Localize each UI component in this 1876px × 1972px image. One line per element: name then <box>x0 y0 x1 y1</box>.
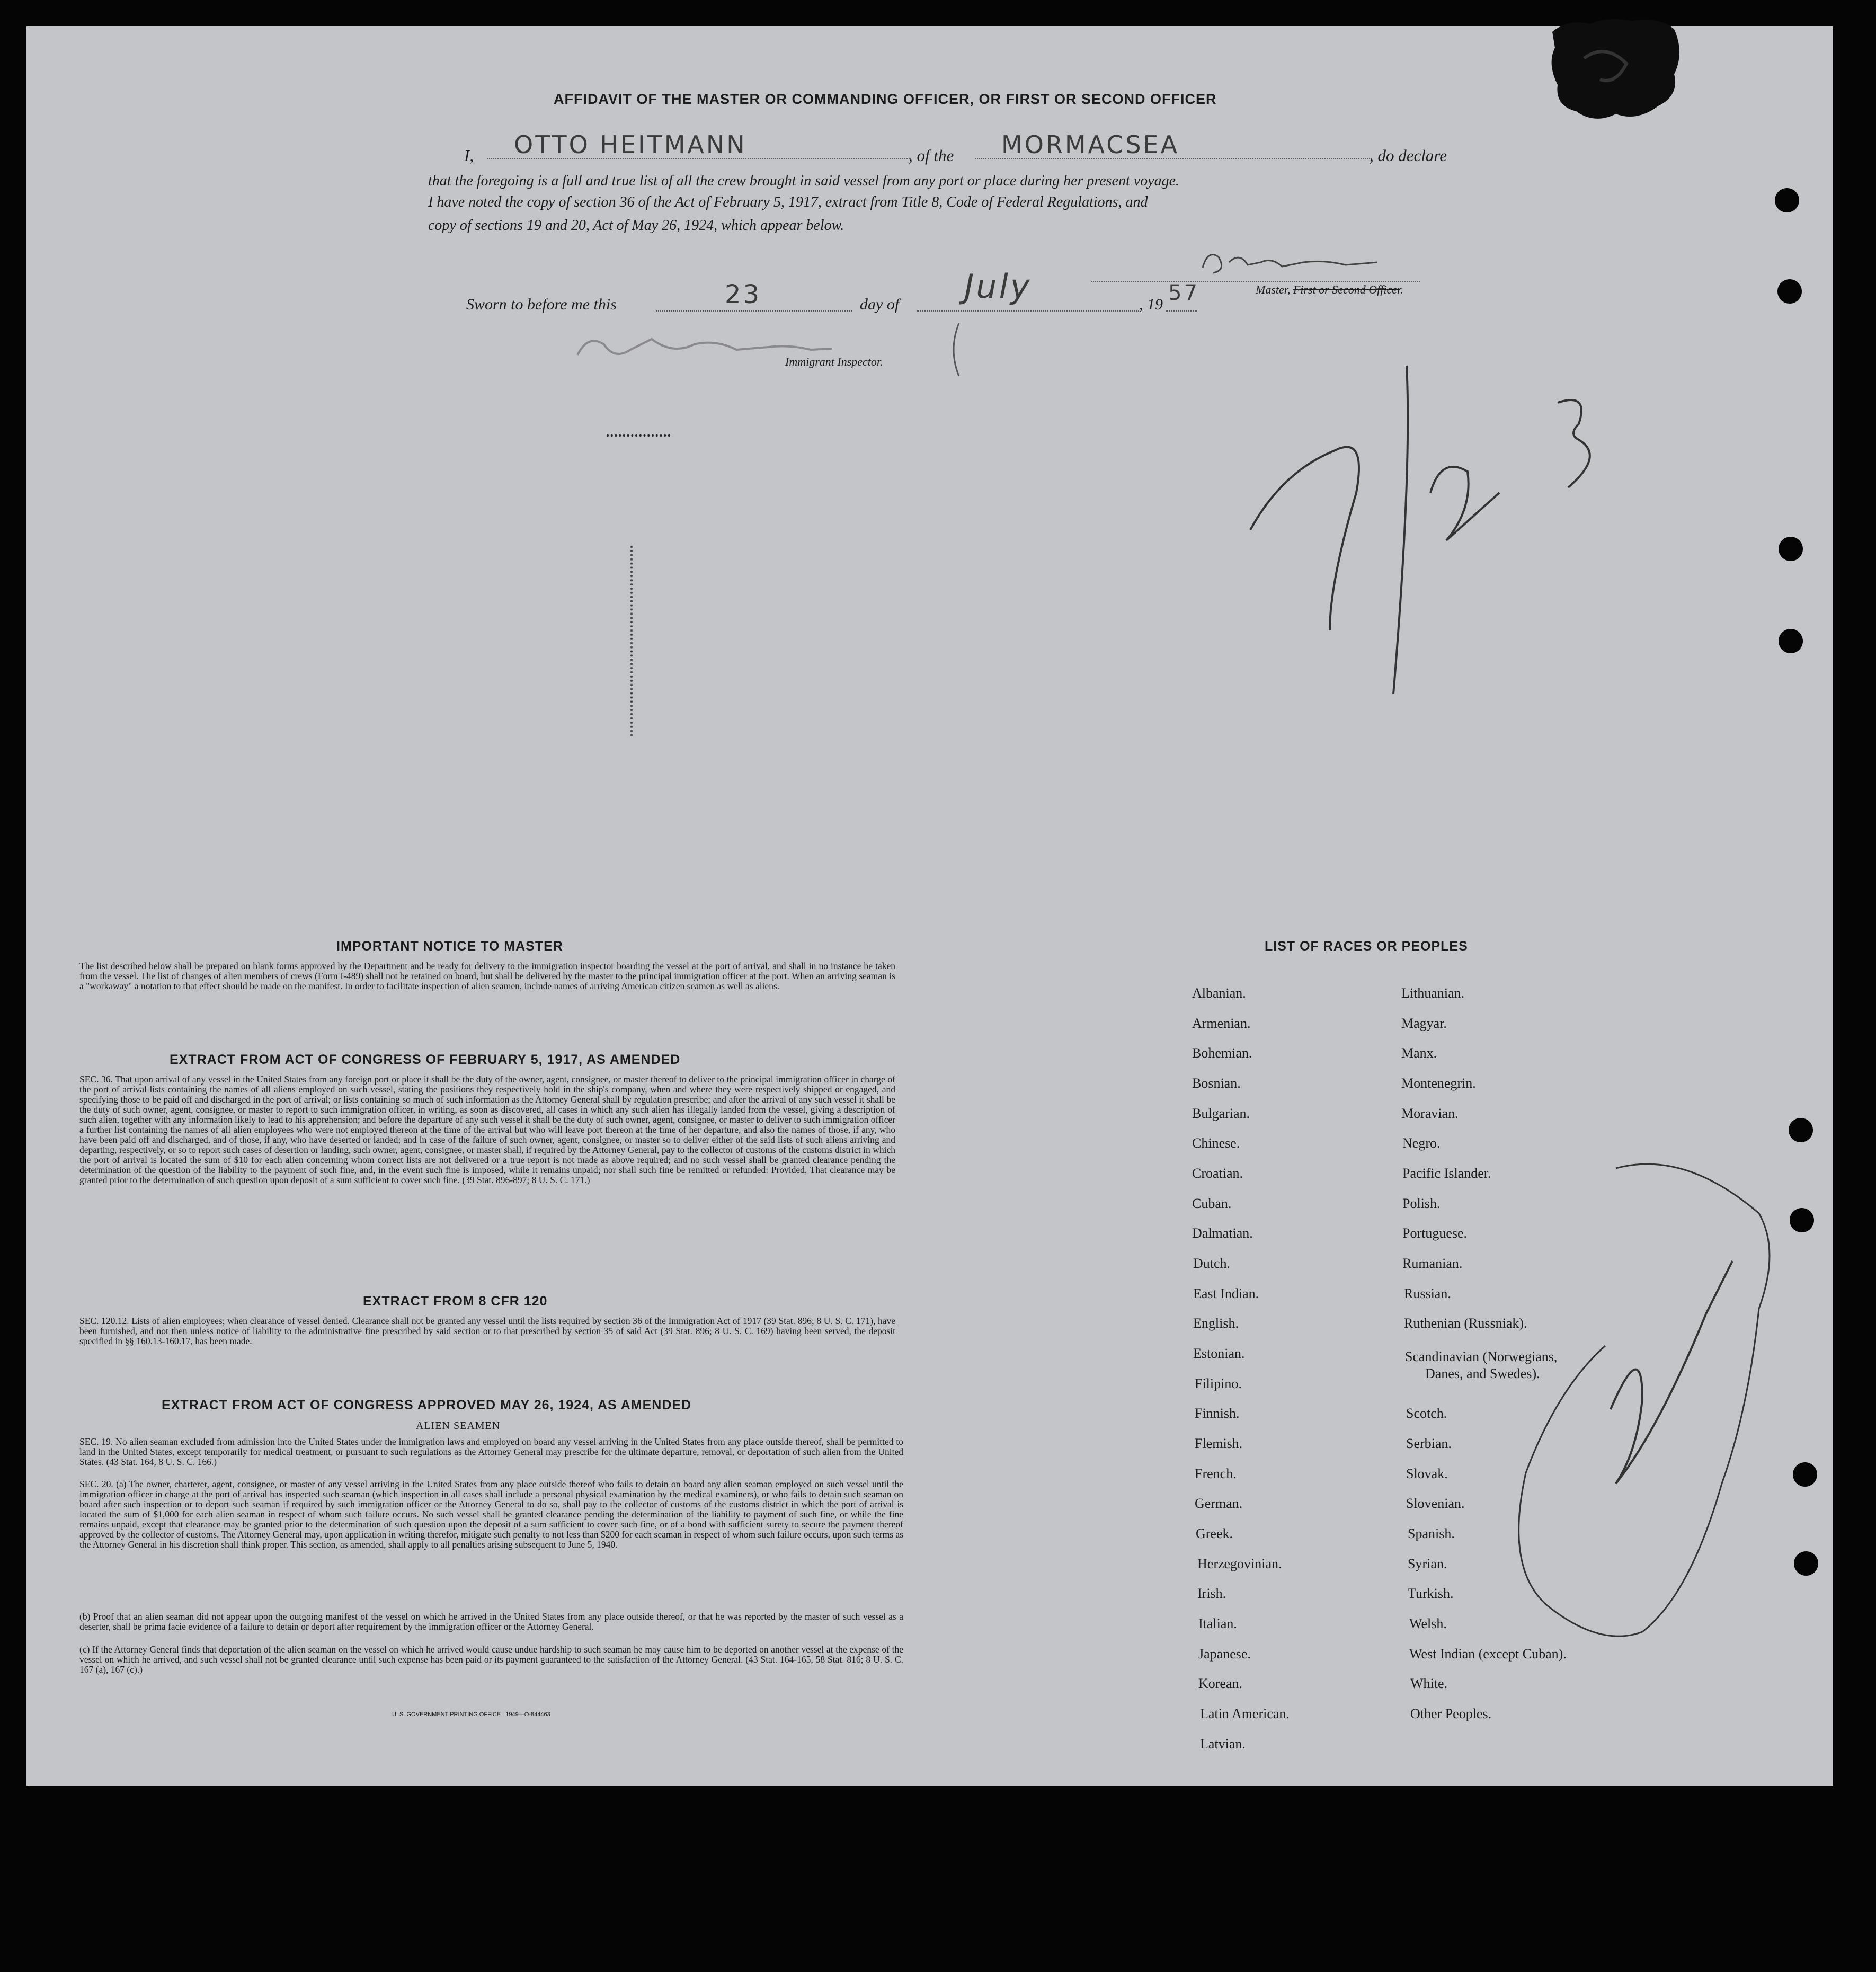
race-item: Syrian. <box>1408 1556 1447 1571</box>
affidavit-intro: I, <box>464 146 474 165</box>
binder-hole <box>1793 1462 1817 1487</box>
race-item: Armenian. <box>1192 1016 1251 1031</box>
race-item: West Indian (except Cuban). <box>1409 1646 1567 1662</box>
race-item: Finnish. <box>1195 1406 1240 1421</box>
race-item: Estonian. <box>1193 1346 1245 1361</box>
race-item: Scandinavian (Norwegians, <box>1405 1349 1558 1364</box>
form-page <box>26 26 1833 1786</box>
day-of-label: day of <box>860 296 900 313</box>
alien-seamen-subtitle: ALIEN SEAMEN <box>416 1420 501 1432</box>
race-item: Negro. <box>1402 1135 1441 1151</box>
race-item: Slovak. <box>1406 1466 1448 1481</box>
race-item: Bohemian. <box>1192 1045 1252 1061</box>
race-item: Bosnian. <box>1192 1076 1241 1091</box>
dot-leader <box>630 546 637 736</box>
sworn-year-field[interactable] <box>1166 281 1199 312</box>
race-item: Manx. <box>1401 1045 1437 1061</box>
master-label: Master, First or Second Officer. <box>1256 283 1403 296</box>
extract-1924-sec19: SEC. 19. No alien seaman excluded from admission into the United States under the immigration laws and employed on board any vessel arriving in the United States from any place outside thereof, shall be permitted to land in the United States, except temporarily for medical treatment, or pursuant to such regulations as the Attorney General may prescribe for the ultimate departure, removal, or deportation of such alien from the United States. (43 Stat. 164, 8 U. S. C. 166.) <box>79 1436 903 1467</box>
officer-strikethrough: First or Second Officer <box>1293 283 1401 296</box>
race-item: Portuguese. <box>1402 1225 1468 1241</box>
race-item: Irish. <box>1197 1586 1226 1601</box>
race-item: Other Peoples. <box>1410 1706 1492 1721</box>
race-item: Italian. <box>1198 1616 1237 1631</box>
inspector-signature <box>556 318 991 381</box>
race-item: English. <box>1193 1316 1239 1331</box>
race-item: Latin American. <box>1200 1706 1290 1721</box>
date-scrawl-text <box>1351 397 1352 398</box>
sworn-label: Sworn to before me this <box>466 296 617 313</box>
race-item: White. <box>1410 1676 1448 1691</box>
extract-1917-title: EXTRACT FROM ACT OF CONGRESS OF FEBRUARY 5, 1917, AS AMENDED <box>170 1052 681 1067</box>
race-item: Rumanian. <box>1402 1256 1463 1271</box>
binder-hole <box>1790 1208 1814 1232</box>
race-item: Moravian. <box>1401 1106 1459 1121</box>
of-the-label: , of the <box>909 146 954 165</box>
binder-hole <box>1779 537 1803 561</box>
affidavit-line-2: that the foregoing is a full and true list of all the crew brought in said vessel from any port or place during her present voyage. <box>428 173 1180 189</box>
race-item: Welsh. <box>1409 1616 1447 1631</box>
vessel-field[interactable] <box>975 130 1372 159</box>
notice-title: IMPORTANT NOTICE TO MASTER <box>336 939 563 954</box>
race-item: Bulgarian. <box>1192 1106 1250 1121</box>
binder-hole <box>1775 188 1799 212</box>
binder-hole <box>1794 1551 1818 1576</box>
do-declare-label: , do declare <box>1370 146 1447 165</box>
sworn-year-handwritten: 57 <box>1168 281 1199 305</box>
inspector-label: Immigrant Inspector. <box>785 355 883 368</box>
extract-cfr-body: SEC. 120.12. Lists of alien employees; when clearance of vessel denied. Clearance shall not be granted any vessel until the lists required by section 36 of the Immigration Act of 1917 (39 Stat. 896; 8 U. S. C. 171), have been furnished, and not then unless notice of liability to the administrative fine prescribed by said section or to that prescribed by section 35 of said Act (39 Stat. 896; 8 U. S. C. 169) having been served, the deposit specified in §§ 160.13-160.17, has been made. <box>79 1316 895 1346</box>
race-item: French. <box>1195 1466 1237 1481</box>
race-item: Chinese. <box>1192 1135 1240 1151</box>
master-label-text: Master, <box>1256 283 1291 296</box>
extract-1924-title: EXTRACT FROM ACT OF CONGRESS APPROVED MAY 26, 1924, AS AMENDED <box>162 1398 692 1413</box>
race-item: Korean. <box>1198 1676 1243 1691</box>
race-item: Ruthenian (Russniak). <box>1404 1316 1527 1331</box>
extract-1917-body: SEC. 36. That upon arrival of any vessel in the United States from any foreign port or place it shall be the duty of the owner, agent, consignee, or master thereof to deliver to the principal immigration officer in charge of the port of arrival lists containing the names of all aliens employed on such vessel, stating the positions they respectively hold in the ship's company, when and where they were respectively shipped or engaged, and specifying those to be paid off and discharged in the port of arrival; or lists containing so much of such information as the Attorney General shall by regulation prescribe; and after the arrival of any such vessel it shall be the duty of such owner, agent, consignee, or master to report to such immigration officer, in writing, as soon as discovered, all cases in which any such alien has illegally landed from the vessel, giving a description of such alien, together with any information likely to lead to his apprehension; and before the departure of any such vessel it shall be the duty of such owner, agent, consignee, or master to deliver to such immigration officer a further list containing the names of all alien employees who were not employed thereon at the time of the arrival but who will leave port thereon at the time of her departure, and also the names of those, if any, who have been paid off and discharged, and of those, if any, who have deserted or landed; and in case of the failure of such owner, agent, consignee, or master so to deliver either of the said lists of such aliens arriving and departing, respectively, or so to report such cases of desertion or landing, such owner, agent, consignee, or master shall, if required by the Attorney General, pay to the collector of customs of the customs district in which the port of arrival is located the sum of $10 for each alien concerning whom correct lists are not delivered or a true report is not made as above required; and no such vessel shall be granted clearance pending the determination of the question of the liability to the payment of such fine, and, in the event such fine is imposed, while it remains unpaid; nor shall such fine be remitted or refunded: Provided, That clearance may be granted prior to the determination of such question upon deposit of a sum sufficient to cover such fine. (39 Stat. 896-897; 8 U. S. C. 171.) <box>79 1074 895 1185</box>
races-title: LIST OF RACES OR PEOPLES <box>1265 939 1468 954</box>
race-item: Turkish. <box>1408 1586 1454 1601</box>
race-item: Slovenian. <box>1406 1496 1465 1511</box>
race-item: Flemish. <box>1195 1436 1243 1451</box>
race-item: Cuban. <box>1192 1196 1232 1211</box>
race-item: Japanese. <box>1198 1646 1251 1662</box>
race-item: Pacific Islander. <box>1402 1166 1491 1181</box>
race-item: Scotch. <box>1406 1406 1447 1421</box>
seal-stamp <box>1547 16 1685 127</box>
race-item: Spanish. <box>1408 1526 1455 1541</box>
affidavit-title: AFFIDAVIT OF THE MASTER OR COMMANDING OFFICER, OR FIRST OR SECOND OFFICER <box>554 91 1217 107</box>
affidavit-line-4: copy of sections 19 and 20, Act of May 26, 1924, which appear below. <box>428 217 844 234</box>
race-item: Serbian. <box>1406 1436 1452 1451</box>
race-item: Albanian. <box>1192 985 1246 1001</box>
race-item: Croatian. <box>1192 1166 1243 1181</box>
binder-hole <box>1779 629 1803 653</box>
race-item: Russian. <box>1404 1286 1451 1301</box>
sworn-day-field[interactable] <box>656 280 852 312</box>
race-item: Polish. <box>1402 1196 1441 1211</box>
extract-1924-sec20c: (c) If the Attorney General finds that deportation of the alien seaman on the vessel on which he arrived would cause undue hardship to such seaman he may cause him to be deported on another vessel at the expense of the vessel on which he arrived, and such vessel shall not be granted clearance until such expense has been paid or its payment guaranteed to the satisfaction of the Attorney General. (43 Stat. 164-165, 58 Stat. 816; 8 U. S. C. 167 (a), 167 (c).) <box>79 1644 903 1675</box>
sworn-month-handwritten: July <box>964 267 1032 306</box>
date-scrawl <box>1219 355 1695 699</box>
master-signature-field[interactable] <box>1091 260 1420 282</box>
race-item: East Indian. <box>1193 1286 1259 1301</box>
check-mark-scrawl <box>1483 1155 1812 1653</box>
year-prefix: , 19 <box>1139 296 1163 313</box>
race-item: Danes, and Swedes). <box>1425 1366 1540 1381</box>
race-item: Greek. <box>1196 1526 1233 1541</box>
race-item: German. <box>1195 1496 1243 1511</box>
extract-1924-sec20a: SEC. 20. (a) The owner, charterer, agent, consignee, or master of any vessel arriving in the United States from any place outside thereof who fails to detain on board any alien seaman employed on such vessel until the immigration officer in charge at the port of arrival has inspected such seaman (which inspection in all cases shall include a personal physical examination by the medical examiners), or who fails to detain such seaman on board after such inspection or to deport such seaman if required by such immigration officer or the Attorney General to do so, shall pay to the collector of customs of the customs district in which the port of arrival is located the sum of $1,000 for each alien seaman in respect of whom such failure occurs. No such vessel shall be granted clearance pending the determination of the liability to payment of such fine, or while the fine remains unpaid, except that clearance may be granted prior to the determination of such question upon the deposit of a sum sufficient to cover such fine, or of a bond with sufficient surety to secure the payment thereof approved by the collector of customs. The Attorney General may, upon application in writing therefor, mitigate such penalty to not less than $200 for each seaman in respect of whom such failure occurs, upon such terms as the Attorney General in his discretion shall think proper. This section, as amended, shall apply to all penalties arising subsequent to June 5, 1940. <box>79 1479 903 1550</box>
master-name-handwritten: OTTO HEITMANN <box>514 130 747 159</box>
binder-hole <box>1789 1118 1813 1142</box>
race-item: Latvian. <box>1200 1736 1246 1752</box>
affidavit-line-3: I have noted the copy of section 36 of the Act of February 5, 1917, extract from Title 8, Code of Federal Regulations, and <box>428 194 1148 210</box>
master-signature <box>1197 246 1399 278</box>
binder-hole <box>1777 279 1802 304</box>
race-item: Filipino. <box>1195 1376 1242 1391</box>
extract-1924-sec20b: (b) Proof that an alien seaman did not appear upon the outgoing manifest of the vessel on which he arrived in the United States from any place outside thereof, or that he was reported by the master of such vessel as a deserter, shall be prima facie evidence of a failure to detain or deport after requirement by the immigration officer or the Attorney General. <box>79 1611 903 1632</box>
race-item: Montenegrin. <box>1401 1076 1476 1091</box>
sworn-month-field[interactable] <box>917 267 1139 312</box>
race-item: Lithuanian. <box>1401 985 1465 1001</box>
extract-cfr-title: EXTRACT FROM 8 CFR 120 <box>363 1294 548 1309</box>
race-item: Magyar. <box>1401 1016 1447 1031</box>
notice-body: The list described below shall be prepared on blank forms approved by the Department and be ready for delivery to the immigration inspector boarding the vessel at the port of arrival, and shall in no instance be taken from the vessel. The list of changes of alien members of crews (Form I-489) shall not be retained on board, but shall be delivered by the master to the principal immigration officer at the port. When an arriving seaman is a "workaway" a notation to that effect should be made on the manifest. In order to facilitate inspection of alien seamen, include names of arriving American citizen seamen as well as aliens. <box>79 961 895 991</box>
vessel-name-handwritten: MORMACSEA <box>1001 130 1180 159</box>
sworn-day-handwritten: 23 <box>725 280 762 309</box>
printer-imprint: U. S. GOVERNMENT PRINTING OFFICE : 1949—O-844463 <box>392 1711 550 1718</box>
dot-leader <box>607 434 670 438</box>
name-field[interactable] <box>487 130 911 159</box>
race-item: Herzegovinian. <box>1197 1556 1282 1571</box>
race-item: Dutch. <box>1193 1256 1231 1271</box>
race-item: Dalmatian. <box>1192 1225 1253 1241</box>
